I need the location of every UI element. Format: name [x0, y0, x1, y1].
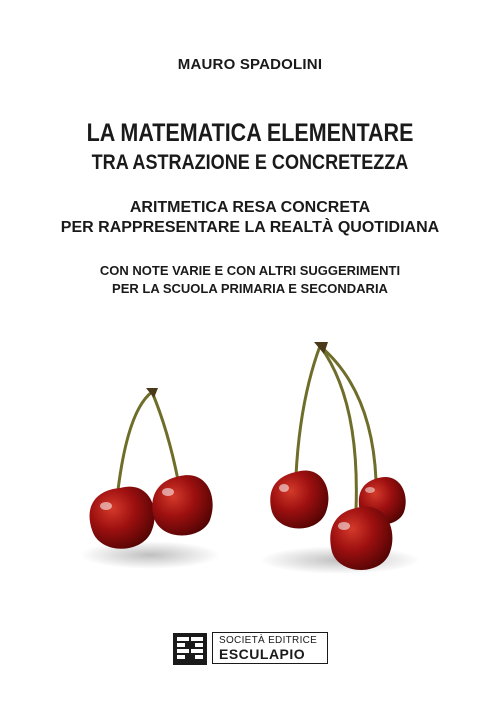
subtitle-line1: ARITMETICA RESA CONCRETA: [129, 199, 371, 216]
notes-line1: CON NOTE VARIE E CON ALTRI SUGGERIMENTI: [99, 263, 401, 278]
book-title-line2: TRA ASTRAZIONE E CONCRETEZZA: [91, 151, 409, 174]
right-cherry-trio: [260, 342, 420, 574]
cherry: [330, 507, 392, 570]
left-cherry-pair: [80, 388, 220, 569]
publisher-emblem-icon: [172, 632, 208, 666]
book-notes: [0, 262, 500, 298]
book-subtitle: [0, 198, 500, 238]
cherry: [90, 487, 155, 549]
cherries-illustration: [0, 330, 500, 600]
publisher-logo: [172, 632, 342, 666]
cherry: [152, 475, 212, 535]
cherry: [270, 471, 328, 529]
notes-line2: PER LA SCUOLA PRIMARIA E SECONDARIA: [112, 281, 388, 296]
publisher-line1: SOCIETÀ EDITRICE: [219, 635, 318, 646]
publisher-name-box: [212, 632, 328, 664]
publisher-line2: ESCULAPIO: [219, 646, 306, 662]
book-title: LA MATEMATICA ELEMENTARE: [86, 119, 414, 147]
subtitle-line2: PER RAPPRESENTARE LA REALTÀ QUOTIDIANA: [60, 219, 440, 236]
author-name: MAURO SPADOLINI: [177, 56, 323, 73]
